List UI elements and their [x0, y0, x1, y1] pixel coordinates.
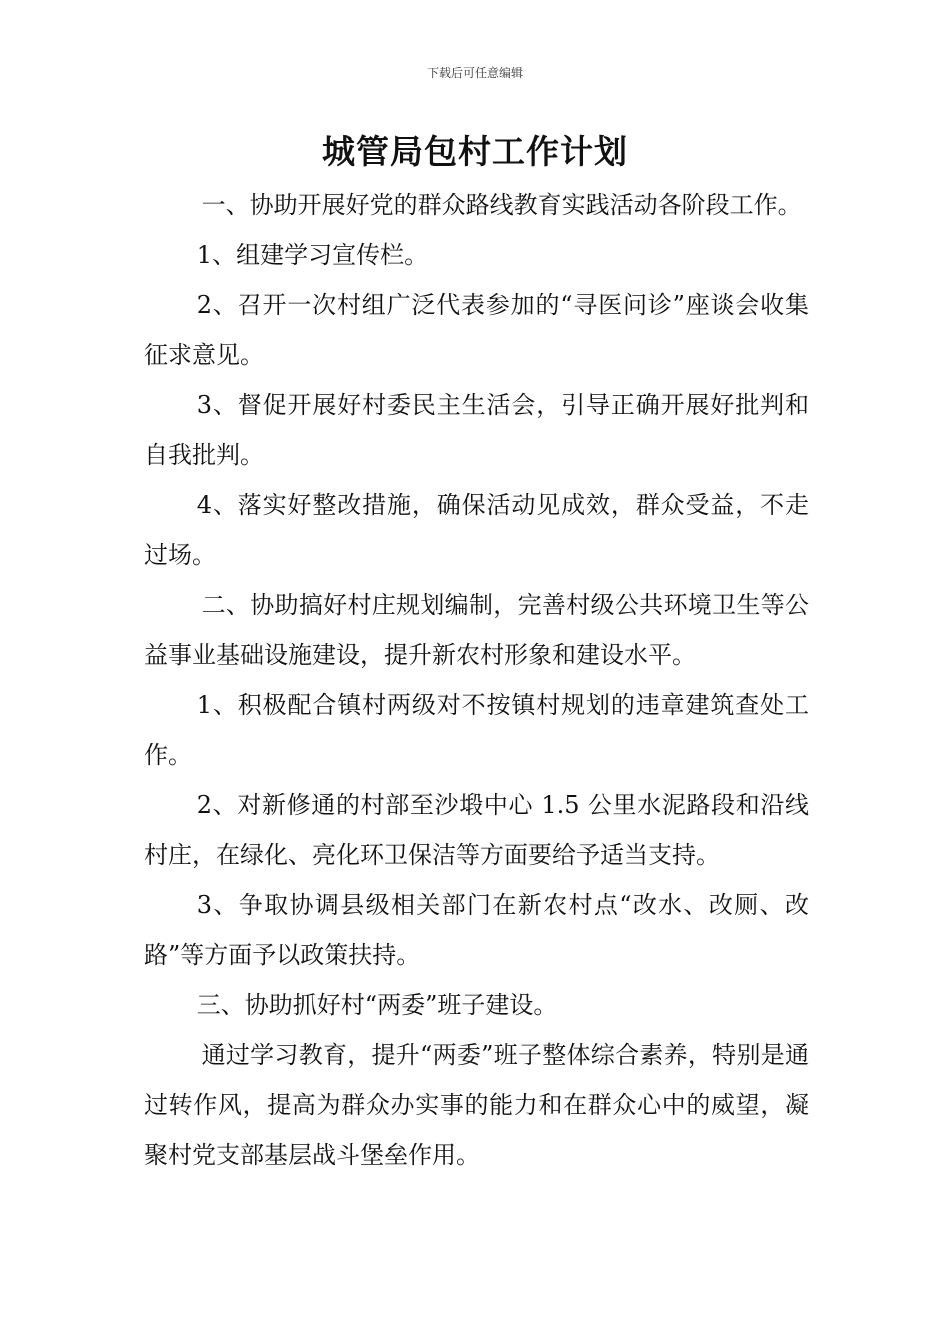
body-paragraph-3: 通过学习教育，提升“两委”班子整体综合素养，特别是通过转作风，提高为群众办实事的能力和在群众心中的威望，凝聚村党支部基层战斗堡垒作用。: [144, 1041, 809, 1169]
section-heading-2: 二、协助搞好村庄规划编制，完善村级公共环境卫生等公益事业基础设施建设，提升新农村形象和建设水平。: [144, 591, 809, 669]
header-note: 下载后可任意编辑: [426, 66, 523, 80]
list-item-2-1: 1、积极配合镇村两级对不按镇村规划的违章建筑查处工作。: [144, 691, 809, 769]
list-item-2-3: 3、争取协调县级相关部门在新农村点“改水、改厕、改路”等方面予以政策扶持。: [144, 891, 809, 969]
list-item-1-2: 2、召开一次村组广泛代表参加的“寻医问诊”座谈会收集征求意见。: [144, 291, 809, 369]
section-heading-1: 一、协助开展好党的群众路线教育实践活动各阶段工作。: [201, 191, 802, 219]
document-title: 城管局包村工作计划: [322, 132, 628, 171]
document-body: [144, 180, 809, 1180]
list-item-2-2: 2、对新修通的村部至沙塅中心 1.5 公里水泥路段和沿线村庄，在绿化、亮化环卫保洁等方面要给予适当支持。: [144, 791, 809, 869]
section-heading-3: 三、协助抓好村“两委”班子建设。: [196, 991, 558, 1019]
list-item-1-4: 4、落实好整改措施，确保活动见成效，群众受益，不走过场。: [144, 491, 809, 569]
list-item-1-1: 1、组建学习宣传栏。: [196, 241, 429, 269]
list-item-1-3: 3、督促开展好村委民主生活会，引导正确开展好批判和自我批判。: [144, 391, 809, 469]
